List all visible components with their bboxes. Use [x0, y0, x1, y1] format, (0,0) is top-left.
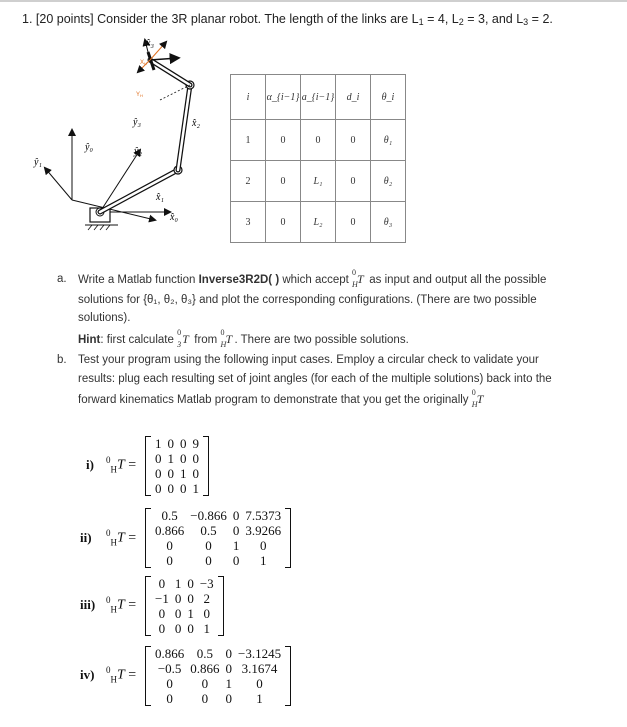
matrix-row: −0.5 0.866 0 3.1674 — [157, 661, 278, 676]
part-a-line1: Write a Matlab function Inverse3R2D( ) which accept 0 H T as input and output all the possible — [78, 268, 547, 289]
part-b-line2: results: plug each resulting set of joint angles (for each of the multiple solutions) back into the — [78, 373, 552, 385]
matrix-row: 0 0 1 0 — [166, 676, 263, 691]
matrix-ii-label: ii) — [80, 530, 92, 545]
dh-row — [231, 161, 406, 202]
part-b-line1: Test your program using the following input cases. Employ a circular check to validate your — [78, 354, 539, 366]
label-x0: x̂₀ — [170, 212, 178, 223]
matrix-row: 0 1 0 0 — [155, 451, 199, 466]
part-a-marker: a. — [57, 273, 67, 285]
dh-cell: θ₁ — [371, 120, 406, 161]
y-axis — [45, 168, 72, 200]
part-b-line3: forward kinematics Matlab program to demonstrate that you get the originally 0 H T — [78, 388, 484, 409]
label-y3: ŷ₃ — [133, 117, 141, 128]
part-b-marker: b. — [57, 354, 67, 366]
matrix-iii-T: $^0_H$T = — [106, 595, 137, 615]
label-x1: x̂₁ — [156, 192, 164, 203]
dh-cell: θ₃ — [371, 202, 406, 243]
dh-row — [231, 120, 406, 161]
dh-cell: 0 — [336, 161, 371, 202]
dh-cell: 0 — [336, 120, 371, 161]
dh-cell: 0 — [266, 161, 301, 202]
top-border — [0, 0, 627, 2]
robot-diagram — [30, 30, 230, 245]
matrix-ii-T: $^0_H$T = — [106, 528, 137, 548]
dh-cell: L₂ — [301, 202, 336, 243]
matrix-iv — [152, 646, 284, 706]
label-x2: x̂₂ — [192, 118, 200, 129]
matrix-row: 1 0 0 9 — [155, 436, 199, 451]
label-yh: YH — [136, 92, 143, 98]
matrix-row: 0 0 0 1 — [166, 691, 263, 706]
matrix-row: 0 0 0 1 — [166, 553, 267, 568]
matrix-row: 0.5 −0.866 0 7.5373 — [161, 508, 282, 523]
matrix-iii-label: iii) — [80, 597, 96, 612]
dh-cell: 0 — [266, 202, 301, 243]
label-y2: ŷ₂ — [134, 146, 142, 157]
dh-header: a_{i−1} — [301, 75, 336, 120]
dh-cell: 0 — [301, 120, 336, 161]
matrix-iv-label: iv) — [80, 667, 95, 682]
dh-cell: θ₂ — [371, 161, 406, 202]
part-a-hint: Hint: first calculate 0 3 T from 0 H T . There are two possible solutions. — [78, 328, 409, 349]
dh-cell: 2 — [231, 161, 266, 202]
dh-cell: 0 — [266, 120, 301, 161]
dh-table — [230, 74, 406, 243]
matrix-iv-T: $^0_H$T = — [106, 665, 137, 685]
matrix-row: 0.866 0.5 0 3.9266 — [155, 523, 282, 538]
label-x3: x̂₃ — [146, 38, 154, 49]
matrix-row: 0 0 1 0 — [158, 606, 211, 621]
label-y0: ŷ₀ — [85, 142, 93, 153]
t-symbol: 0 H T — [352, 268, 364, 289]
dh-cell: 0 — [336, 202, 371, 243]
label-y: ŷ₁ — [34, 157, 42, 168]
dh-header: α_{i−1} — [266, 75, 301, 120]
dh-header: i — [231, 75, 266, 120]
dh-row — [231, 202, 406, 243]
matrix-i-T: $^0_H$T = — [106, 455, 137, 475]
matrix-i-label: i) — [86, 457, 94, 472]
question-title: 1. [20 points] Consider the 3R planar robot. The length of the links are $L_1 = 4$, $L_2 = 3$, and $L_3 = 2$. — [22, 12, 553, 27]
label-xh: XH — [140, 60, 147, 66]
matrix-row: 0 1 0 −3 — [158, 576, 214, 591]
dh-cell: 1 — [231, 120, 266, 161]
part-a-line3: solutions). — [78, 312, 131, 324]
dh-cell: 3 — [231, 202, 266, 243]
dh-header-row — [231, 75, 406, 120]
matrix-row: 0 0 0 1 — [158, 621, 211, 636]
dh-header: d_i — [336, 75, 371, 120]
matrix-row: 0.866 0.5 0 −3.1245 — [155, 646, 282, 661]
matrix-row: 0 0 1 0 — [155, 466, 199, 481]
matrix-row: 0 0 0 1 — [155, 481, 199, 496]
matrix-iii — [152, 576, 217, 636]
part-a-line2: solutions for {θ₁, θ₂, θ₃} and plot the corresponding configurations. (There are two possible — [78, 294, 537, 306]
matrix-i — [152, 436, 202, 496]
matrix-row: 0 0 1 0 — [166, 538, 267, 553]
dh-header: θ_i — [371, 75, 406, 120]
dh-cell: L₁ — [301, 161, 336, 202]
matrix-ii — [152, 508, 284, 568]
matrix-row: −1 0 0 2 — [155, 591, 211, 606]
